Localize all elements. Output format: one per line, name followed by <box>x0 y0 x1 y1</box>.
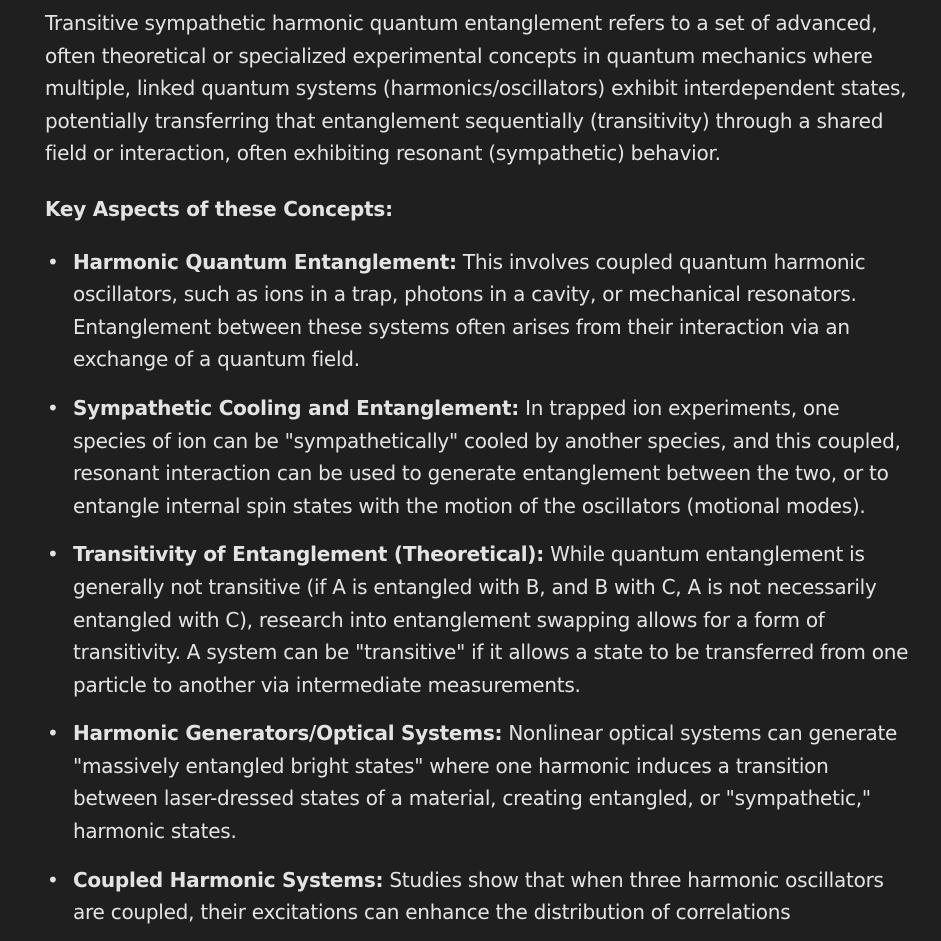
aspect-title: Coupled Harmonic Systems: <box>73 867 384 892</box>
aspects-list <box>45 246 917 929</box>
aspect-text: Studies show that when three harmonic oscillators are coupled, their excitations can enhance the distribution of correlations <box>73 867 884 925</box>
list-item <box>45 538 917 701</box>
bullet-icon: • <box>47 249 59 274</box>
aspect-title: Transitivity of Entanglement (Theoretical): <box>73 542 544 567</box>
list-item <box>45 392 917 522</box>
list-item <box>45 864 917 929</box>
aspect-title: Harmonic Generators/Optical Systems: <box>73 721 503 746</box>
bullet-icon: • <box>47 395 59 420</box>
bullet-icon: • <box>47 721 59 746</box>
aspect-text: Nonlinear optical systems can generate "massively entangled bright states" where one harmonic induces a transition between laser-dressed states of a material, creating entangled, or "sympathetic," harmonic states. <box>73 721 898 844</box>
aspect-title: Harmonic Quantum Entanglement: <box>73 249 457 274</box>
list-item <box>45 717 917 847</box>
section-heading: Key Aspects of these Concepts: <box>45 196 393 221</box>
bullet-icon: • <box>47 542 59 567</box>
aspect-text: While quantum entanglement is generally not transitive (if A is entangled with B, and B with C, A is not necessarily entangled with C), research into entanglement swapping allows for a form of transitivity. A system can be "transitive" if it allows a state to be transferred from one particle to another via intermediate measurements. <box>73 542 909 697</box>
bullet-icon: • <box>47 867 59 892</box>
aspect-title: Sympathetic Cooling and Entanglement: <box>73 395 519 420</box>
aspect-text: This involves coupled quantum harmonic oscillators, such as ions in a trap, photons in a cavity, or mechanical resonators. Entanglement between these systems often arises from their interaction via an exchange of a quantum field. <box>73 249 866 372</box>
list-item <box>45 246 917 376</box>
aspect-text: In trapped ion experiments, one species of ion can be "sympathetically" cooled by another species, and this coupled, resonant interaction can be used to generate entanglement between the two, or to entangle internal spin states with the motion of the oscillators (motional modes). <box>73 395 901 518</box>
intro-paragraph: Transitive sympathetic harmonic quantum entanglement refers to a set of advanced, often theoretical or specialized experimental concepts in quantum mechanics where multiple, linked quantum systems (harmonics/oscillators) exhibit interdependent states, potentially transferring that entanglement sequentially (transitivity) through a shared field or interaction, often exhibiting resonant (sympathetic) behavior. <box>45 11 907 166</box>
